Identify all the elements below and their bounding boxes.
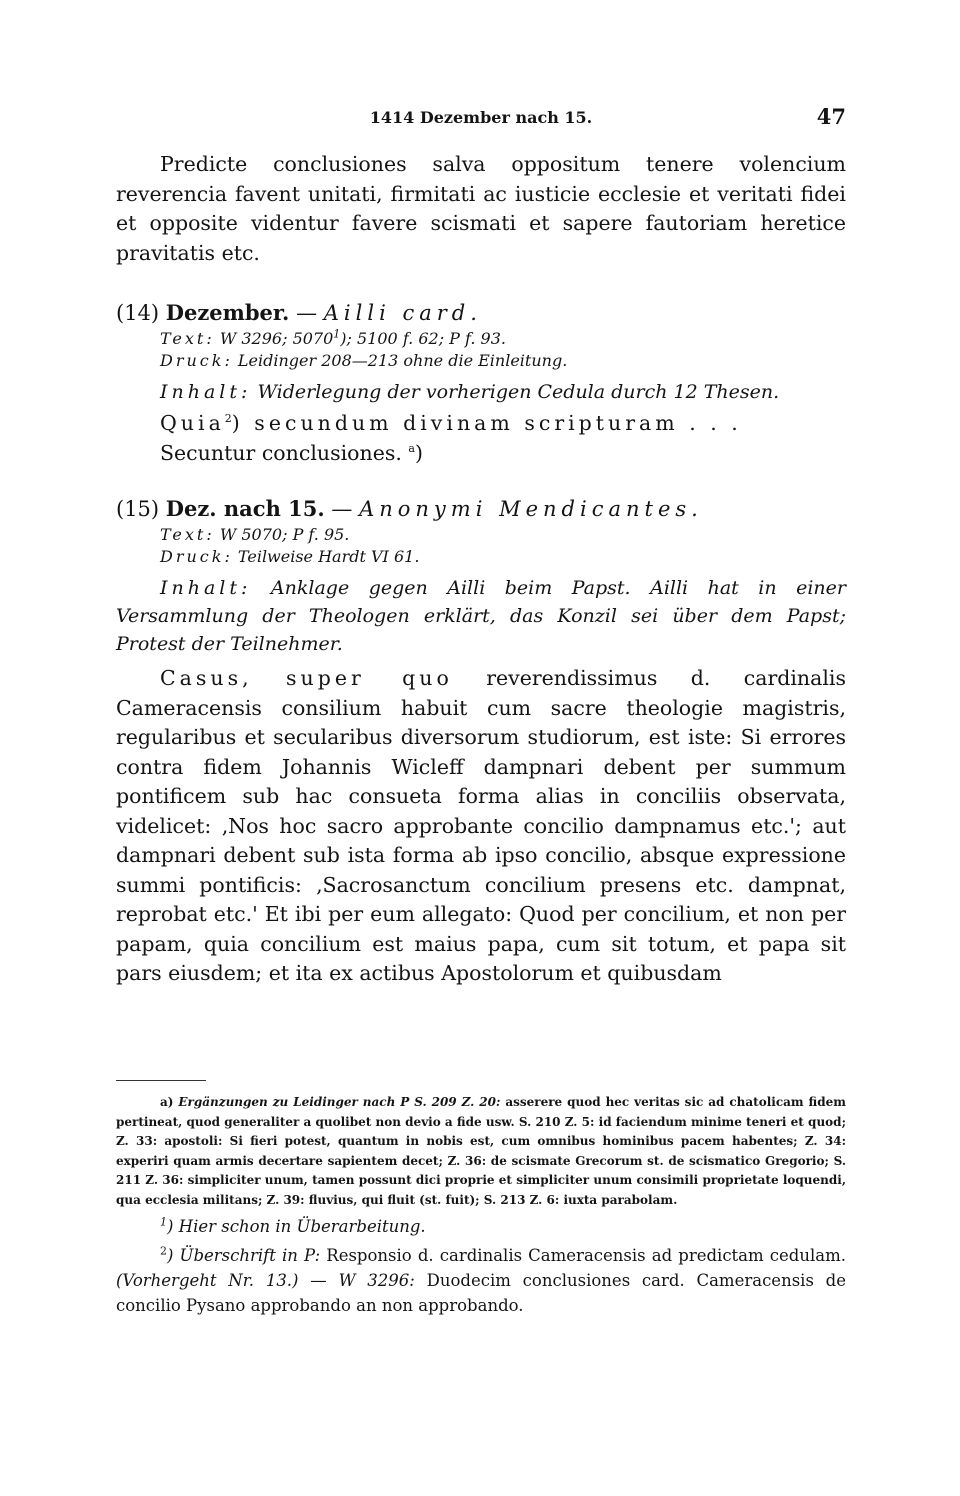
doc15-text-line	[160, 524, 846, 546]
footnote-divider	[116, 1080, 206, 1081]
doc15-text-label: Text:	[160, 525, 215, 544]
doc15-inhalt-value: Anklage gegen Ailli beim Papst. Ailli hat in einer Versammlung der Theologen erklärt, das Konzil sei über dem Papst; Protest der Teilnehmer.	[116, 577, 846, 655]
doc14-date: Dezember.	[165, 300, 290, 325]
doc14-secuntur-fn: a	[408, 442, 415, 456]
doc14-dash: —	[296, 301, 318, 325]
doc14-inhalt-value: Widerlegung der vorherigen Cedula durch 12 Thesen.	[257, 381, 780, 403]
footnote-a	[116, 1093, 846, 1210]
page-number: 47	[816, 104, 846, 129]
doc14-author: Ailli card.	[323, 301, 482, 325]
doc15-inhalt-label: Inhalt:	[160, 577, 252, 599]
doc14-druck-value: Leidinger 208—213 ohne die Einleitung.	[237, 351, 568, 370]
footnote-1-text: ) Hier schon in Überarbeitung.	[167, 1217, 426, 1236]
page-header	[116, 104, 846, 134]
doc15-druck-line	[160, 546, 846, 568]
doc14-inhalt-label: Inhalt:	[160, 381, 252, 403]
doc15-casus-word: Casus,	[160, 666, 253, 690]
footnote-2-dash: —	[310, 1271, 327, 1290]
doc15-casus-super: super quo	[286, 666, 453, 690]
running-title: 1414 Dezember nach 15.	[369, 108, 593, 127]
main-text	[116, 150, 846, 989]
footnotes	[116, 1093, 846, 1318]
doc14-druck-line	[160, 350, 846, 372]
doc14-incipit-rest: ) secundum divinam scripturam . . .	[231, 411, 742, 435]
doc15-text-value: W 5070; P f. 95.	[219, 525, 350, 544]
doc14-text-label: Text:	[160, 329, 215, 348]
footnote-a-label: a)	[160, 1095, 174, 1109]
footnote-2-text-2: Duodecim conclusiones card. Cameracensis de concilio Pysano approbando an non approbando.	[116, 1271, 847, 1315]
doc15-date: Dez. nach 15.	[165, 496, 325, 521]
doc14-text-line	[160, 328, 846, 350]
doc15-heading	[116, 494, 846, 524]
doc14-heading	[116, 298, 846, 328]
footnote-2-ref: (Vorhergeht Nr. 13.)	[116, 1271, 299, 1290]
footnote-a-text: asserere quod hec veritas sic ad chatolicam fidem pertineat, quod generaliter a quolibet non devio a fide usw. S. 210 Z. 5: id faciendum minime teneri et quod; Z. 33: apostoli: Si fieri potest, quantum in nobis est, cum omnibus hominibus pacem habentes; Z. 34: experiri quam armis decertare sapientem decet; Z. 36: de scismate Grecorum st. de scismatico Gregorio; S. 211 Z. 36: simpliciter unum, tamen possunt dici proprie et simpliciter unum consimili proprietate loquendi, qua ecclesia militans; Z. 39: fluvius, qui fluit (st. fuit); S. 213 Z. 6: iuxta parabolam.	[116, 1095, 846, 1207]
doc14-text-value-1: W 3296; 5070	[219, 329, 334, 348]
doc14-number: (14)	[116, 301, 160, 325]
footnote-2-w: W 3296:	[338, 1271, 415, 1290]
doc14-secuntur-text: Secuntur conclusiones.	[160, 441, 402, 465]
doc15-author: Anonymi Mendicantes.	[359, 497, 703, 521]
footnote-a-intro: Ergänzungen zu Leidinger nach P S. 209 Z. 20:	[178, 1095, 501, 1109]
doc14-text-fn: 1	[333, 327, 341, 341]
doc14-incipit-word: Quia	[160, 411, 225, 435]
doc14-text-value-2: ); 5100 f. 62; P f. 93.	[340, 329, 506, 348]
doc14-secuntur	[160, 438, 846, 468]
doc14-secuntur-close: )	[414, 441, 423, 465]
doc15-casus-rest: reverendissimus d. cardinalis Cameracensis consilium habuit cum sacre theologie magistris, regularibus et secularibus diversorum studiorum, est iste: Si errores contra fidem Johannis Wicleff dampnari debent per summum pontificem sub hac consueta forma alias in conciliis observata, videlicet: ‚Nos hoc sacro approbante concilio dampnamus etc.'; aut dampnari debent sub ista forma ab ipso concilio, absque expressione summi pontificis: ‚Sacrosanctum concilium presens etc. dampnat, reprobat etc.' Et ibi per eum allegato: Quod per concilium, et non per papam, quia concilium est maius papa, cum sit totum, et papa sit pars eiusdem; et ita ex actibus Apostolorum et quibusdam	[116, 666, 846, 985]
doc15-druck-value: Teilweise Hardt VI 61.	[237, 547, 420, 566]
doc15-number: (15)	[116, 497, 160, 521]
doc14-druck-label: Druck:	[160, 351, 233, 370]
footnote-1	[116, 1214, 846, 1239]
footnote-2-text-1: Responsio d. cardinalis Cameracensis ad predictam cedulam.	[326, 1246, 846, 1265]
doc14-incipit	[160, 408, 846, 438]
footnote-2-intro: ) Überschrift in P:	[167, 1246, 321, 1265]
doc14-summary	[116, 378, 846, 406]
doc15-casus-paragraph	[116, 664, 846, 989]
footnote-2-label: 2	[160, 1244, 167, 1258]
doc14-incipit-fn: 2	[224, 412, 232, 426]
doc15-druck-label: Druck:	[160, 547, 233, 566]
doc15-summary	[116, 574, 846, 658]
footnote-1-label: 1	[160, 1215, 167, 1229]
intro-paragraph: Predicte conclusiones salva oppositum tenere volencium reverencia favent unitati, firmitati ac iusticie ecclesie et veritati fidei et opposite videntur favere scismati et sapere fautoriam heretice pravitatis etc.	[116, 152, 846, 265]
footnote-2	[116, 1243, 846, 1318]
doc15-dash: —	[331, 497, 353, 521]
